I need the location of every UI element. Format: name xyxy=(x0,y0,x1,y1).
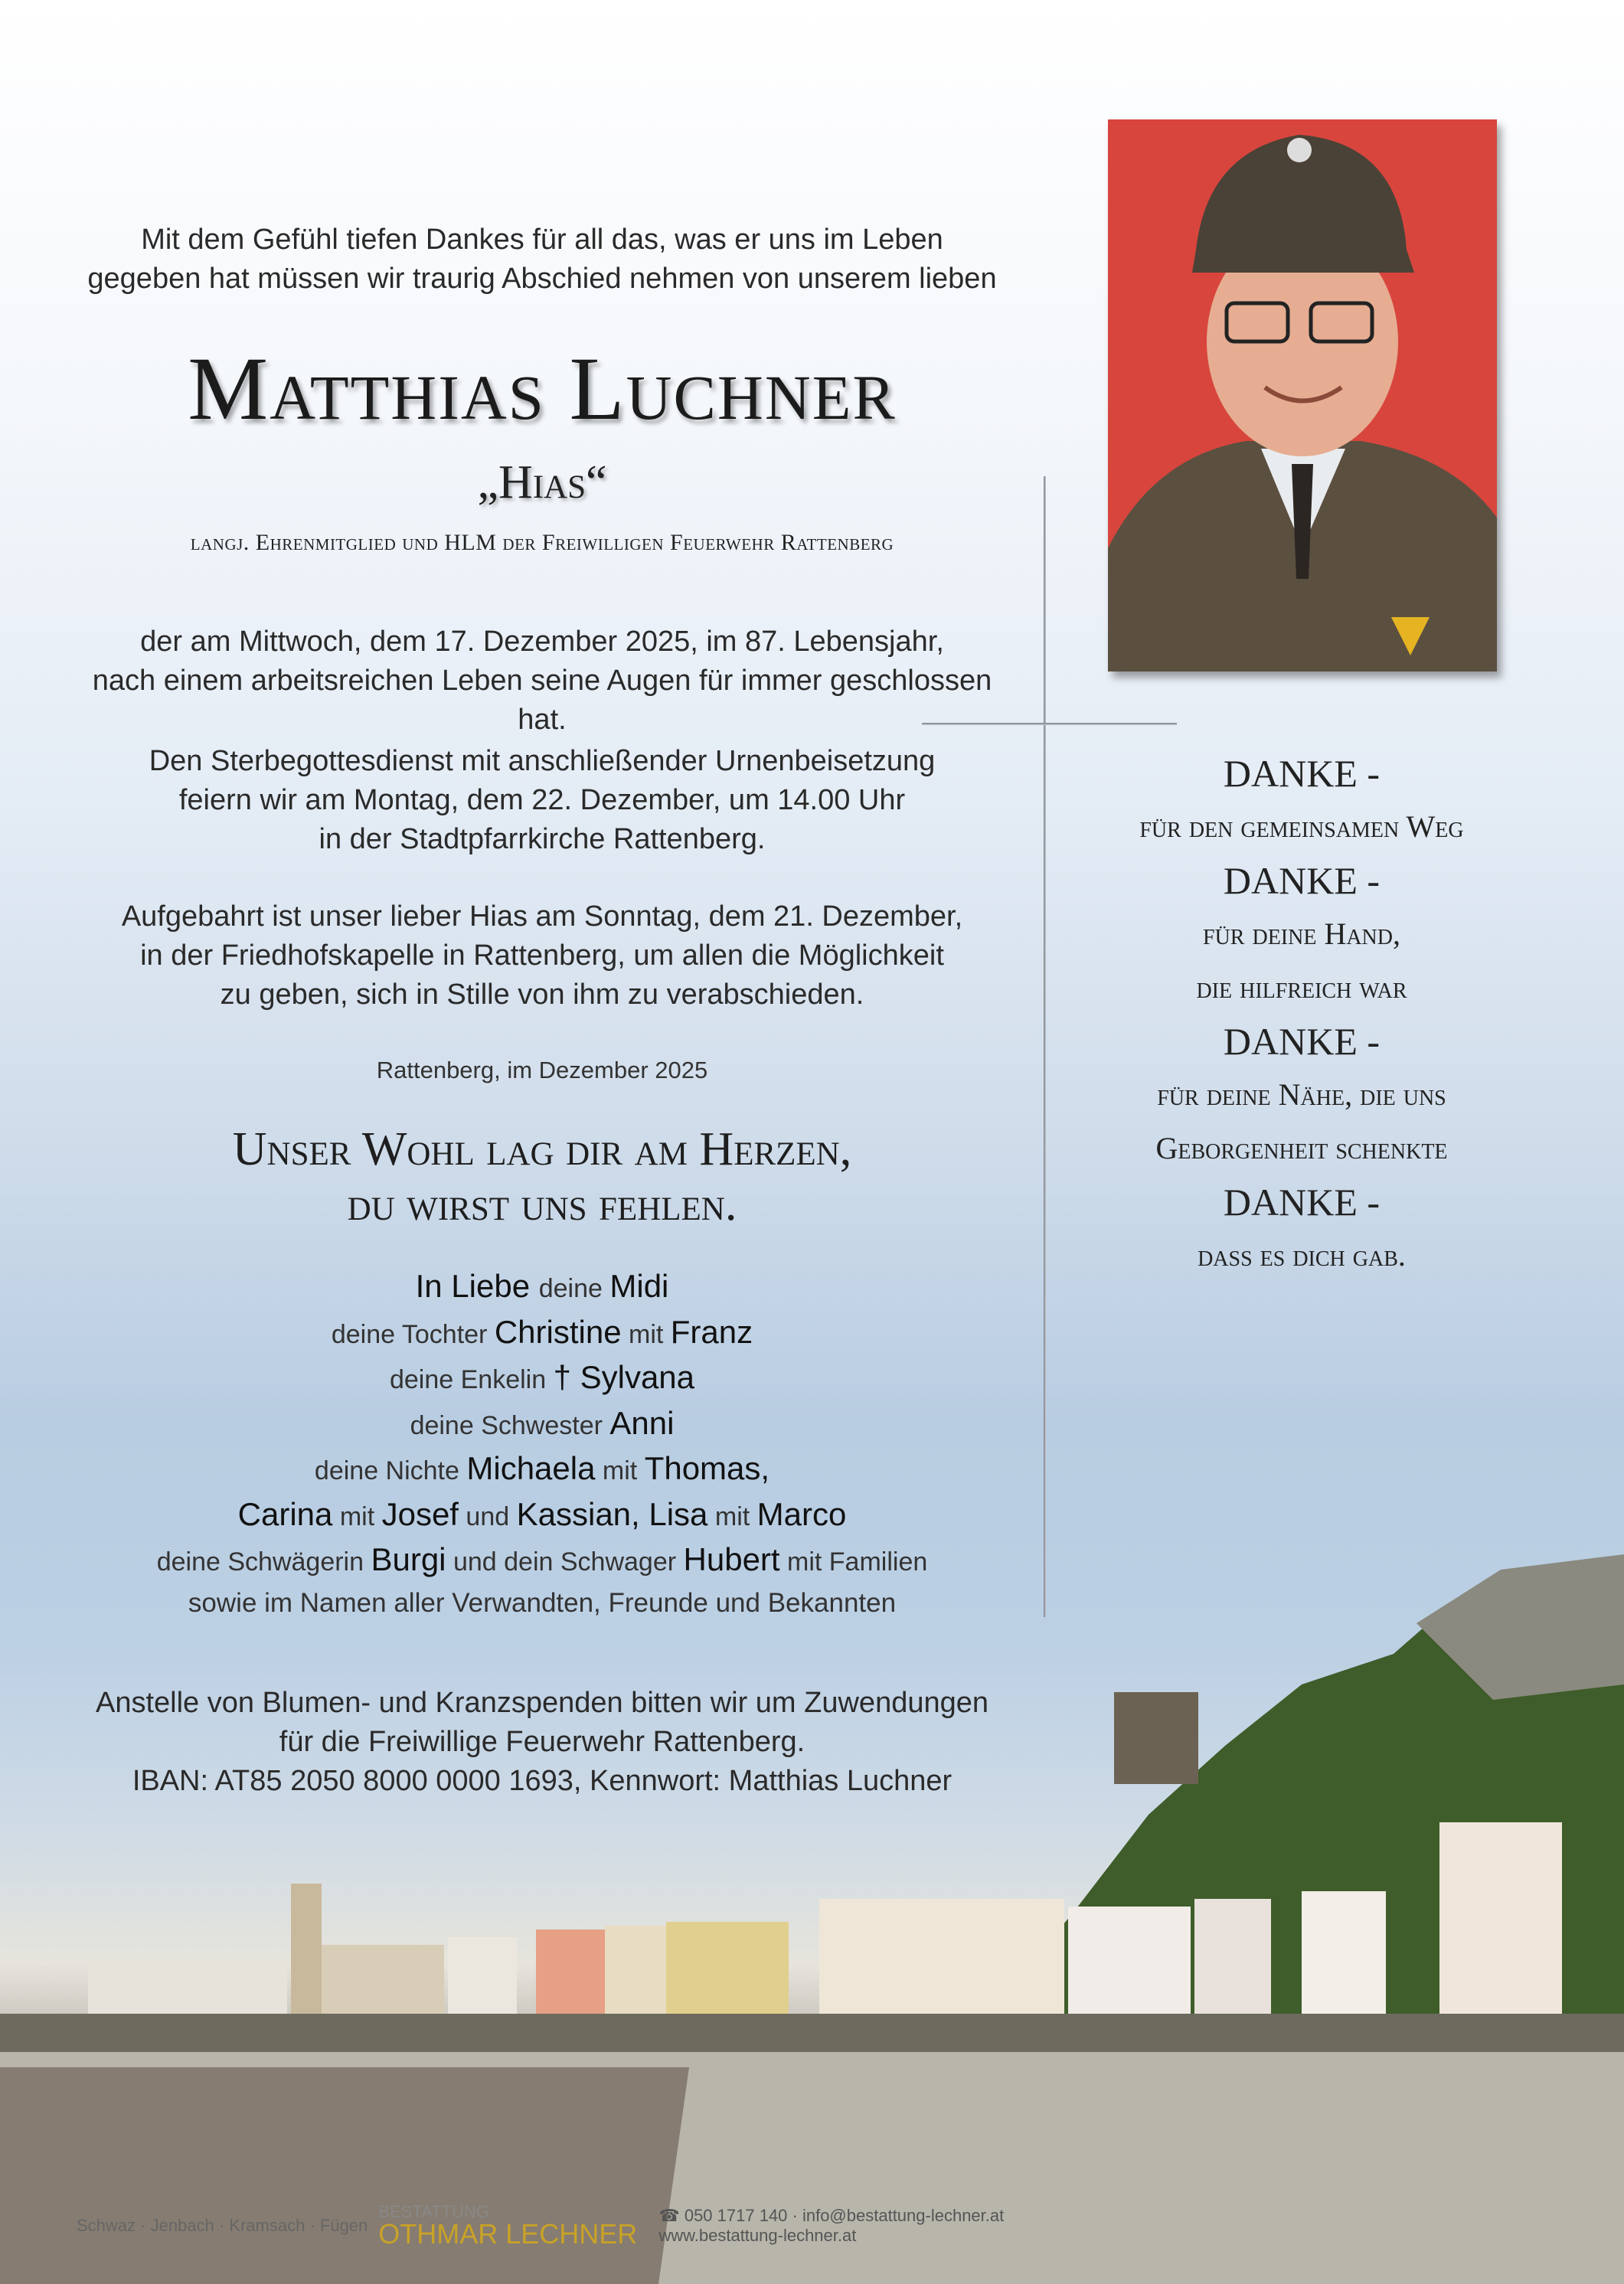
text-line: Aufgebahrt ist unser lieber Hias am Sonntag, dem 21. Dezember, xyxy=(121,900,963,933)
contact-phone-email: 050 1717 140 · info@bestattung-lechner.at xyxy=(684,2206,1005,2225)
place-date: Rattenberg, im Dezember 2025 xyxy=(376,1057,708,1083)
death-notice xyxy=(69,622,1015,740)
family-name: Midi xyxy=(609,1268,669,1304)
family-line xyxy=(69,1493,1015,1539)
danke-line: dass es dich gab. xyxy=(1198,1238,1406,1273)
relatives-line: sowie im Namen aller Verwandten, Freunde und Bekannten xyxy=(188,1588,897,1618)
family-text: mit xyxy=(595,1456,645,1485)
text-line: Anstelle von Blumen- und Kranzspenden bitten wir um Zuwendungen xyxy=(95,1687,989,1719)
contact-website[interactable]: www.bestattung-lechner.at xyxy=(658,2226,857,2245)
phone-icon: ☎ xyxy=(658,2206,685,2225)
funeral-home-logo xyxy=(378,2204,637,2248)
family-text: und xyxy=(458,1501,517,1531)
danke-poem xyxy=(1072,747,1531,1283)
family-name: Josef xyxy=(381,1495,459,1532)
danke-line: Geborgenheit schenkte xyxy=(1155,1131,1448,1165)
family-line xyxy=(69,1538,1015,1584)
family-text: mit xyxy=(707,1501,757,1531)
funeral-home-footer xyxy=(77,2204,1004,2248)
text-line: für die Freiwillige Feuerwehr Rattenberg. xyxy=(279,1726,805,1758)
danke-heading: DANKE - xyxy=(1223,859,1381,902)
family-name: Thomas, xyxy=(644,1450,770,1486)
logo-name: OTHMAR LECHNER xyxy=(378,2218,638,2250)
text-line: zu geben, sich in Stille von ihm zu verabschieden. xyxy=(220,979,864,1011)
family-text: deine Nichte xyxy=(314,1456,467,1485)
danke-line: die hilfreich war xyxy=(1196,970,1407,1005)
donation-request xyxy=(69,1684,1015,1801)
portrait-illustration xyxy=(1108,119,1497,671)
funeral-service xyxy=(69,742,1015,859)
contact-info xyxy=(658,2206,1004,2246)
intro-text xyxy=(69,221,1015,299)
family-line xyxy=(69,1265,1015,1311)
family-text: deine Schwester xyxy=(410,1410,610,1440)
family-line xyxy=(69,1356,1015,1402)
motto-line: du wirst uns fehlen. xyxy=(347,1178,737,1230)
family-name: Michaela xyxy=(466,1450,596,1486)
text-line: in der Stadtpfarrkirche Rattenberg. xyxy=(319,823,766,855)
danke-heading: DANKE - xyxy=(1223,1181,1381,1224)
nickname: „Hias“ xyxy=(477,456,607,508)
motto-line: Unser Wohl lag dir am Herzen, xyxy=(232,1123,852,1175)
honorary-title: langj. Ehrenmitglied und HLM der Freiwilligen Feuerwehr Rattenberg xyxy=(190,530,894,555)
motto xyxy=(69,1122,1015,1232)
family-text: deine Tochter xyxy=(331,1319,495,1349)
family-text: deine Schwägerin xyxy=(156,1547,371,1577)
family-line xyxy=(69,1402,1015,1448)
logo-top: BESTATTUNG xyxy=(378,2202,489,2221)
text-line: der am Mittwoch, dem 17. Dezember 2025, im 87. Lebensjahr, xyxy=(140,626,944,658)
landscape-background xyxy=(0,1531,1624,2284)
danke-line: für deine Hand, xyxy=(1203,917,1400,951)
viewing-info xyxy=(69,897,1015,1015)
cross-vertical xyxy=(1044,476,1046,1617)
family-name: In Liebe xyxy=(415,1268,539,1304)
family-name: Kassian, Lisa xyxy=(516,1495,708,1532)
intro-line: Mit dem Gefühl tiefen Dankes für all das, was er uns im Leben xyxy=(141,224,943,256)
family-name: Burgi xyxy=(371,1541,446,1577)
family-text: und dein Schwager xyxy=(446,1547,684,1577)
family-text: mit xyxy=(621,1319,671,1349)
intro-line: gegeben hat müssen wir traurig Abschied nehmen von unserem lieben xyxy=(87,263,997,295)
family-text: deine Enkelin xyxy=(389,1365,554,1394)
family-line xyxy=(69,1311,1015,1357)
family-text: mit xyxy=(332,1501,382,1531)
text-line: nach einem arbeitsreichen Leben seine Augen für immer geschlossen hat. xyxy=(92,665,992,736)
deceased-name: Matthias Luchner xyxy=(188,338,897,439)
family-name: Hubert xyxy=(683,1541,780,1577)
text-line: feiern wir am Montag, dem 22. Dezember, um 14.00 Uhr xyxy=(178,784,906,816)
family-name: Marco xyxy=(756,1495,847,1532)
danke-line: für deine Nähe, die uns xyxy=(1157,1077,1446,1112)
footer-locations: Schwaz · Jenbach · Kramsach · Fügen xyxy=(77,2216,368,2235)
family-name: Carina xyxy=(237,1495,333,1532)
danke-line: für den gemeinsamen Weg xyxy=(1139,809,1464,844)
danke-heading: DANKE - xyxy=(1223,752,1381,795)
family-list xyxy=(69,1265,1015,1595)
family-name: Christine xyxy=(494,1313,622,1350)
family-name: † Sylvana xyxy=(553,1359,695,1395)
text-line: Den Sterbegottesdienst mit anschließender Urnenbeisetzung xyxy=(149,745,936,777)
text-line: in der Friedhofskapelle in Rattenberg, um allen die Möglichkeit xyxy=(140,939,944,972)
family-text: mit Familien xyxy=(779,1547,928,1577)
family-name: Franz xyxy=(670,1313,753,1350)
danke-heading: DANKE - xyxy=(1223,1020,1381,1063)
cross-horizontal xyxy=(922,723,1177,725)
portrait-photo xyxy=(1108,119,1497,671)
family-line xyxy=(69,1447,1015,1493)
text-line: IBAN: AT85 2050 8000 0000 1693, Kennwort: Matthias Luchner xyxy=(132,1765,953,1797)
family-text: deine xyxy=(538,1274,610,1303)
family-name: Anni xyxy=(609,1404,675,1441)
